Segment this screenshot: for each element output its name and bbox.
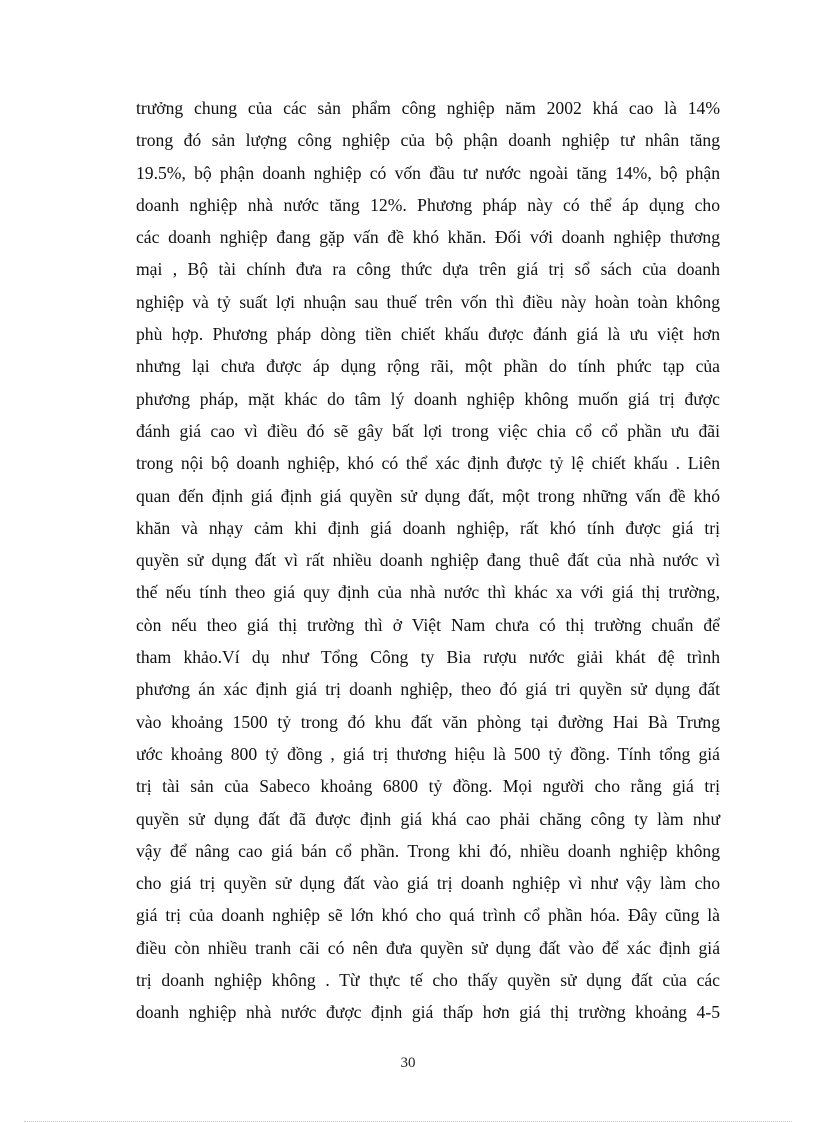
- text-line: ước khoảng 800 tỷ đồng , giá trị thương hiệu là 500 tỷ đồng. Tính tổng giá: [136, 743, 720, 764]
- text-line: trưởng chung của các sản phẩm công nghiệp năm 2002 khá cao là 14%: [136, 98, 720, 118]
- text-line: giá trị của doanh nghiệp sẽ lớn khó cho quá trình cổ phần hóa. Đây cũng là: [136, 905, 720, 926]
- text-line: thế nếu tính theo giá quy định của nhà nước thì khác xa với giá thị trường,: [136, 582, 720, 603]
- text-line: trong đó sản lượng công nghiệp của bộ phận doanh nghiệp tư nhân tăng: [136, 130, 720, 151]
- text-line: còn nếu theo giá thị trường thì ở Việt Nam chưa có thị trường chuẩn để: [136, 614, 720, 635]
- text-line: cho giá trị quyền sử dụng đất vào giá trị doanh nghiệp vì như vậy làm cho: [136, 873, 720, 894]
- text-line: mại , Bộ tài chính đưa ra công thức dựa trên giá trị sổ sách của doanh: [136, 259, 720, 280]
- text-line: quyền sử dụng đất vì rất nhiều doanh nghiệp đang thuê đất của nhà nước vì: [136, 550, 720, 571]
- text-line: trong nội bộ doanh nghiệp, khó có thể xác định được tỷ lệ chiết khấu . Liên: [136, 453, 720, 474]
- text-line: 19.5%, bộ phận doanh nghiệp có vốn đầu tư nước ngoài tăng 14%, bộ phận: [136, 162, 720, 183]
- text-line: vào khoảng 1500 tỷ trong đó khu đất văn phòng tại đường Hai Bà Trưng: [136, 711, 720, 732]
- text-line: vậy để nâng cao giá bán cổ phần. Trong khi đó, nhiều doanh nghiệp không: [136, 840, 720, 861]
- text-line: quan đến định giá định giá quyền sử dụng đất, một trong những vấn đề khó: [136, 485, 720, 506]
- text-line: khăn và nhạy cảm khi định giá doanh nghiệp, rất khó tính được giá trị: [136, 517, 720, 538]
- text-line: doanh nghiệp nhà nước được định giá thấp hơn giá thị trường khoảng 4-5: [136, 1002, 720, 1023]
- text-line: nghiệp và tỷ suất lợi nhuận sau thuế trên vốn thì điều này hoàn toàn không: [136, 291, 720, 312]
- text-line: điều còn nhiều tranh cãi có nên đưa quyền sử dụng đất vào để xác định giá: [136, 937, 720, 958]
- text-line: đánh giá cao vì điều đó sẽ gây bất lợi trong việc chia cổ cổ phần ưu đãi: [136, 420, 720, 441]
- text-line: quyền sử dụng đất đã được định giá khá cao phải chăng công ty làm như: [136, 808, 720, 829]
- body-paragraph: [136, 92, 720, 1029]
- text-line: trị tài sản của Sabeco khoảng 6800 tỷ đồng. Mọi người cho rằng giá trị: [136, 776, 720, 797]
- page-number: 30: [400, 1055, 416, 1071]
- text-line: doanh nghiệp nhà nước tăng 12%. Phương pháp này có thể áp dụng cho: [136, 194, 720, 215]
- text-line: tham khảo.Ví dụ như Tổng Công ty Bia rượu nước giải khát đệ trình: [136, 647, 720, 668]
- page-bottom-divider: [24, 1121, 792, 1122]
- text-line: phương pháp, mặt khác do tâm lý doanh nghiệp không muốn giá trị được: [136, 388, 720, 409]
- text-line: phương án xác định giá trị doanh nghiệp, theo đó giá tri quyền sử dụng đất: [136, 679, 720, 700]
- text-line: trị doanh nghiệp không . Từ thực tế cho thấy quyền sử dụng đất của các: [136, 970, 720, 991]
- text-line: các doanh nghiệp đang gặp vấn đề khó khăn. Đối với doanh nghiệp thương: [136, 227, 720, 248]
- text-line: nhưng lại chưa được áp dụng rộng rãi, một phần do tính phức tạp của: [136, 356, 720, 377]
- text-line: phù hợp. Phương pháp dòng tiền chiết khấu được đánh giá là ưu việt hơn: [136, 324, 720, 345]
